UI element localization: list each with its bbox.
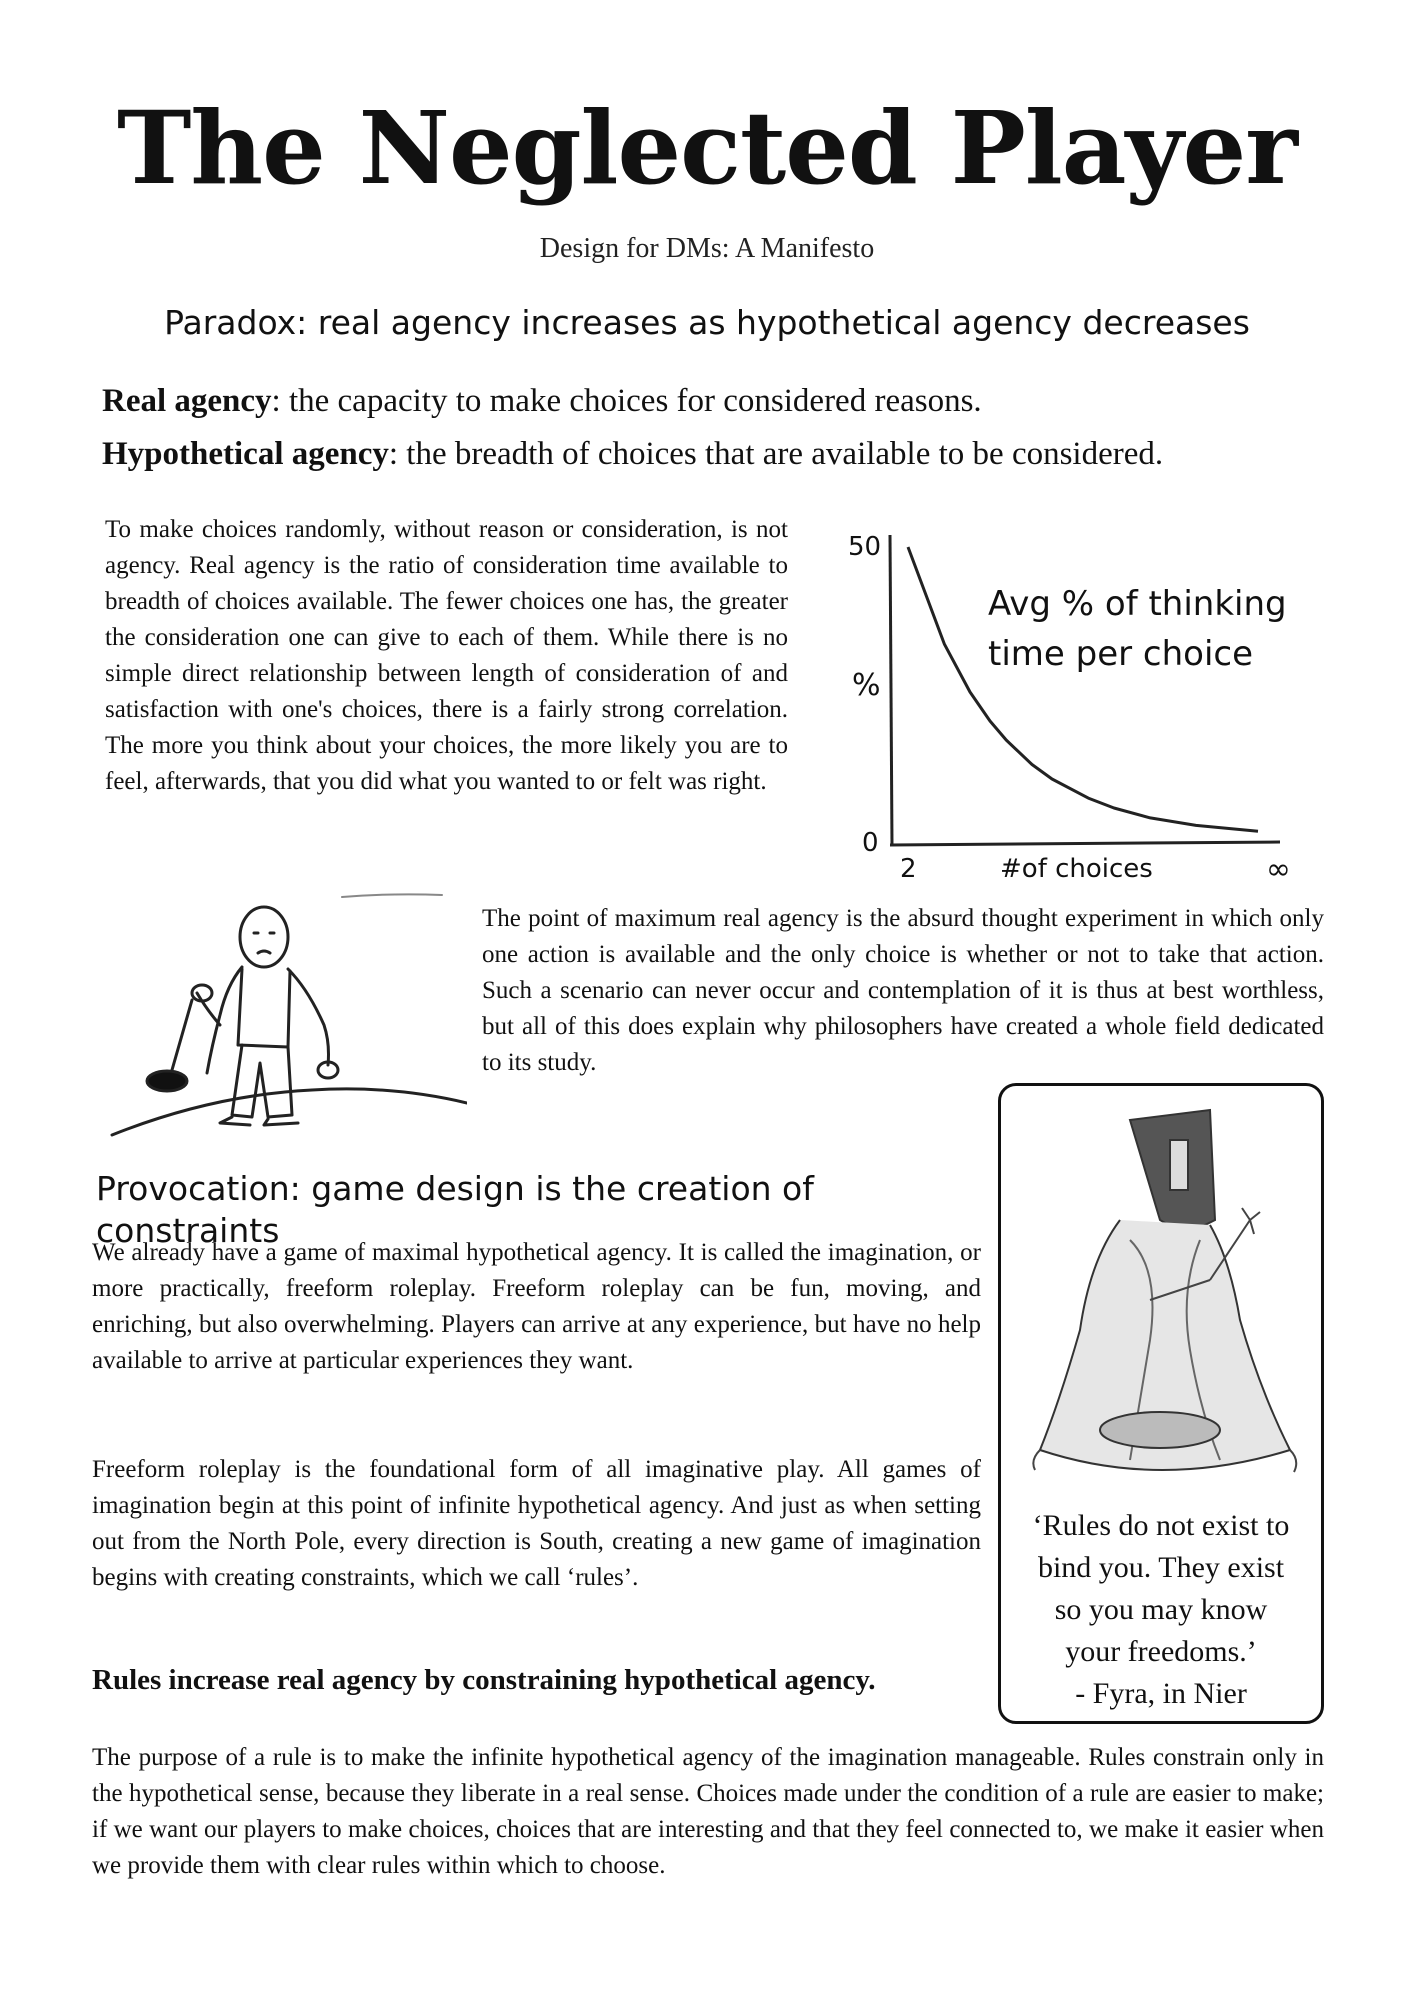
x-tick-label: 2 (900, 854, 917, 884)
quote-line: your freedoms.’ (1065, 1635, 1257, 1668)
definition-text: : the capacity to make choices for considered reasons. (271, 383, 982, 419)
y-tick-label: 50 (848, 532, 882, 562)
x-tick-label: ∞ (1266, 852, 1291, 885)
x-axis (890, 842, 1280, 845)
x-axis-label: #of choices (1000, 854, 1153, 884)
provocation-heading: Provocation: game design is the creation of constraints (96, 1169, 814, 1250)
fyra-quote (1001, 1505, 1321, 1715)
y-tick-label: 0 (862, 828, 879, 858)
paradox-heading: Paradox: real agency increases as hypothetical agency decreases (164, 303, 1250, 342)
thinking-time-chart (840, 515, 1320, 885)
quote-line: bind you. They exist (1037, 1551, 1285, 1584)
definition-term: Hypothetical agency (102, 436, 389, 472)
definition-term: Real agency (102, 383, 272, 419)
quote-line: ‘Rules do not exist to (1032, 1509, 1290, 1542)
rules-thesis: Rules increase real agency by constraining hypothetical agency. (92, 1664, 876, 1696)
stick-figure-metal-detector-illustration (92, 885, 467, 1155)
chart-title-line: Avg % of thinking (988, 584, 1287, 624)
y-axis-label: % (852, 668, 881, 703)
page-title: The Neglected Player (117, 89, 1297, 207)
fyra-character-illustration (1010, 1100, 1310, 1500)
paragraph-purpose-of-rules: The purpose of a rule is to make the infinite hypothetical agency of the imagination manageable. Rules constrain only in the hypothetical sense, because they liberate in a real sense. Choices made under the condition of a rule are easier to make; if we want our players to make choices, choices that are interesting and that they feel connected to, we make it easier when we provide them with clear rules within which to choose. (92, 1744, 1324, 1879)
paragraph-agency-ratio: To make choices randomly, without reason or consideration, is not agency. Real agency is the ratio of consideration time available to breadth of choices available. The fewer choices one has, the greater the consideration one can give to each of them. While there is no simple direct relationship between length of consideration of and satisfaction with one's choices, there is a fairly strong correlation. The more you think about your choices, the more likely you are to feel, afterwards, that you did what you wanted to or felt was right. (105, 516, 788, 795)
quote-attribution: - Fyra, in Nier (1075, 1677, 1247, 1710)
paragraph-freeform-roleplay: We already have a game of maximal hypothetical agency. It is called the imagination, or more practically, freeform roleplay. Freeform roleplay can be fun, moving, and enriching, but also overwhelming. Players can arrive at any experience, but have no help available to arrive at particular experiences they want. (92, 1239, 981, 1374)
y-axis (890, 535, 892, 845)
definition-text: : the breadth of choices that are available to be considered. (388, 436, 1164, 472)
paragraph-foundational-form: Freeform roleplay is the foundational form of all imaginative play. All games of imagination begin at this point of infinite hypothetical agency. And just as when setting out from the North Pole, every direction is South, creating a new game of imagination begins with creating constraints, which we call ‘rules’. (92, 1456, 981, 1591)
chart-title-line: time per choice (988, 634, 1254, 674)
quote-line: so you may know (1054, 1593, 1268, 1626)
definition-real-agency (102, 380, 1362, 422)
definition-hypothetical-agency (102, 433, 1362, 475)
page-subtitle: Design for DMs: A Manifesto (539, 233, 875, 264)
paragraph-maximum-agency: The point of maximum real agency is the absurd thought experiment in which only one action is available and the only choice is whether or not to take that action. Such a scenario can never occur and contemplation of it is thus at best worthless, but all of this does explain why philosophers have created a whole field dedicated to its study. (482, 905, 1324, 1076)
